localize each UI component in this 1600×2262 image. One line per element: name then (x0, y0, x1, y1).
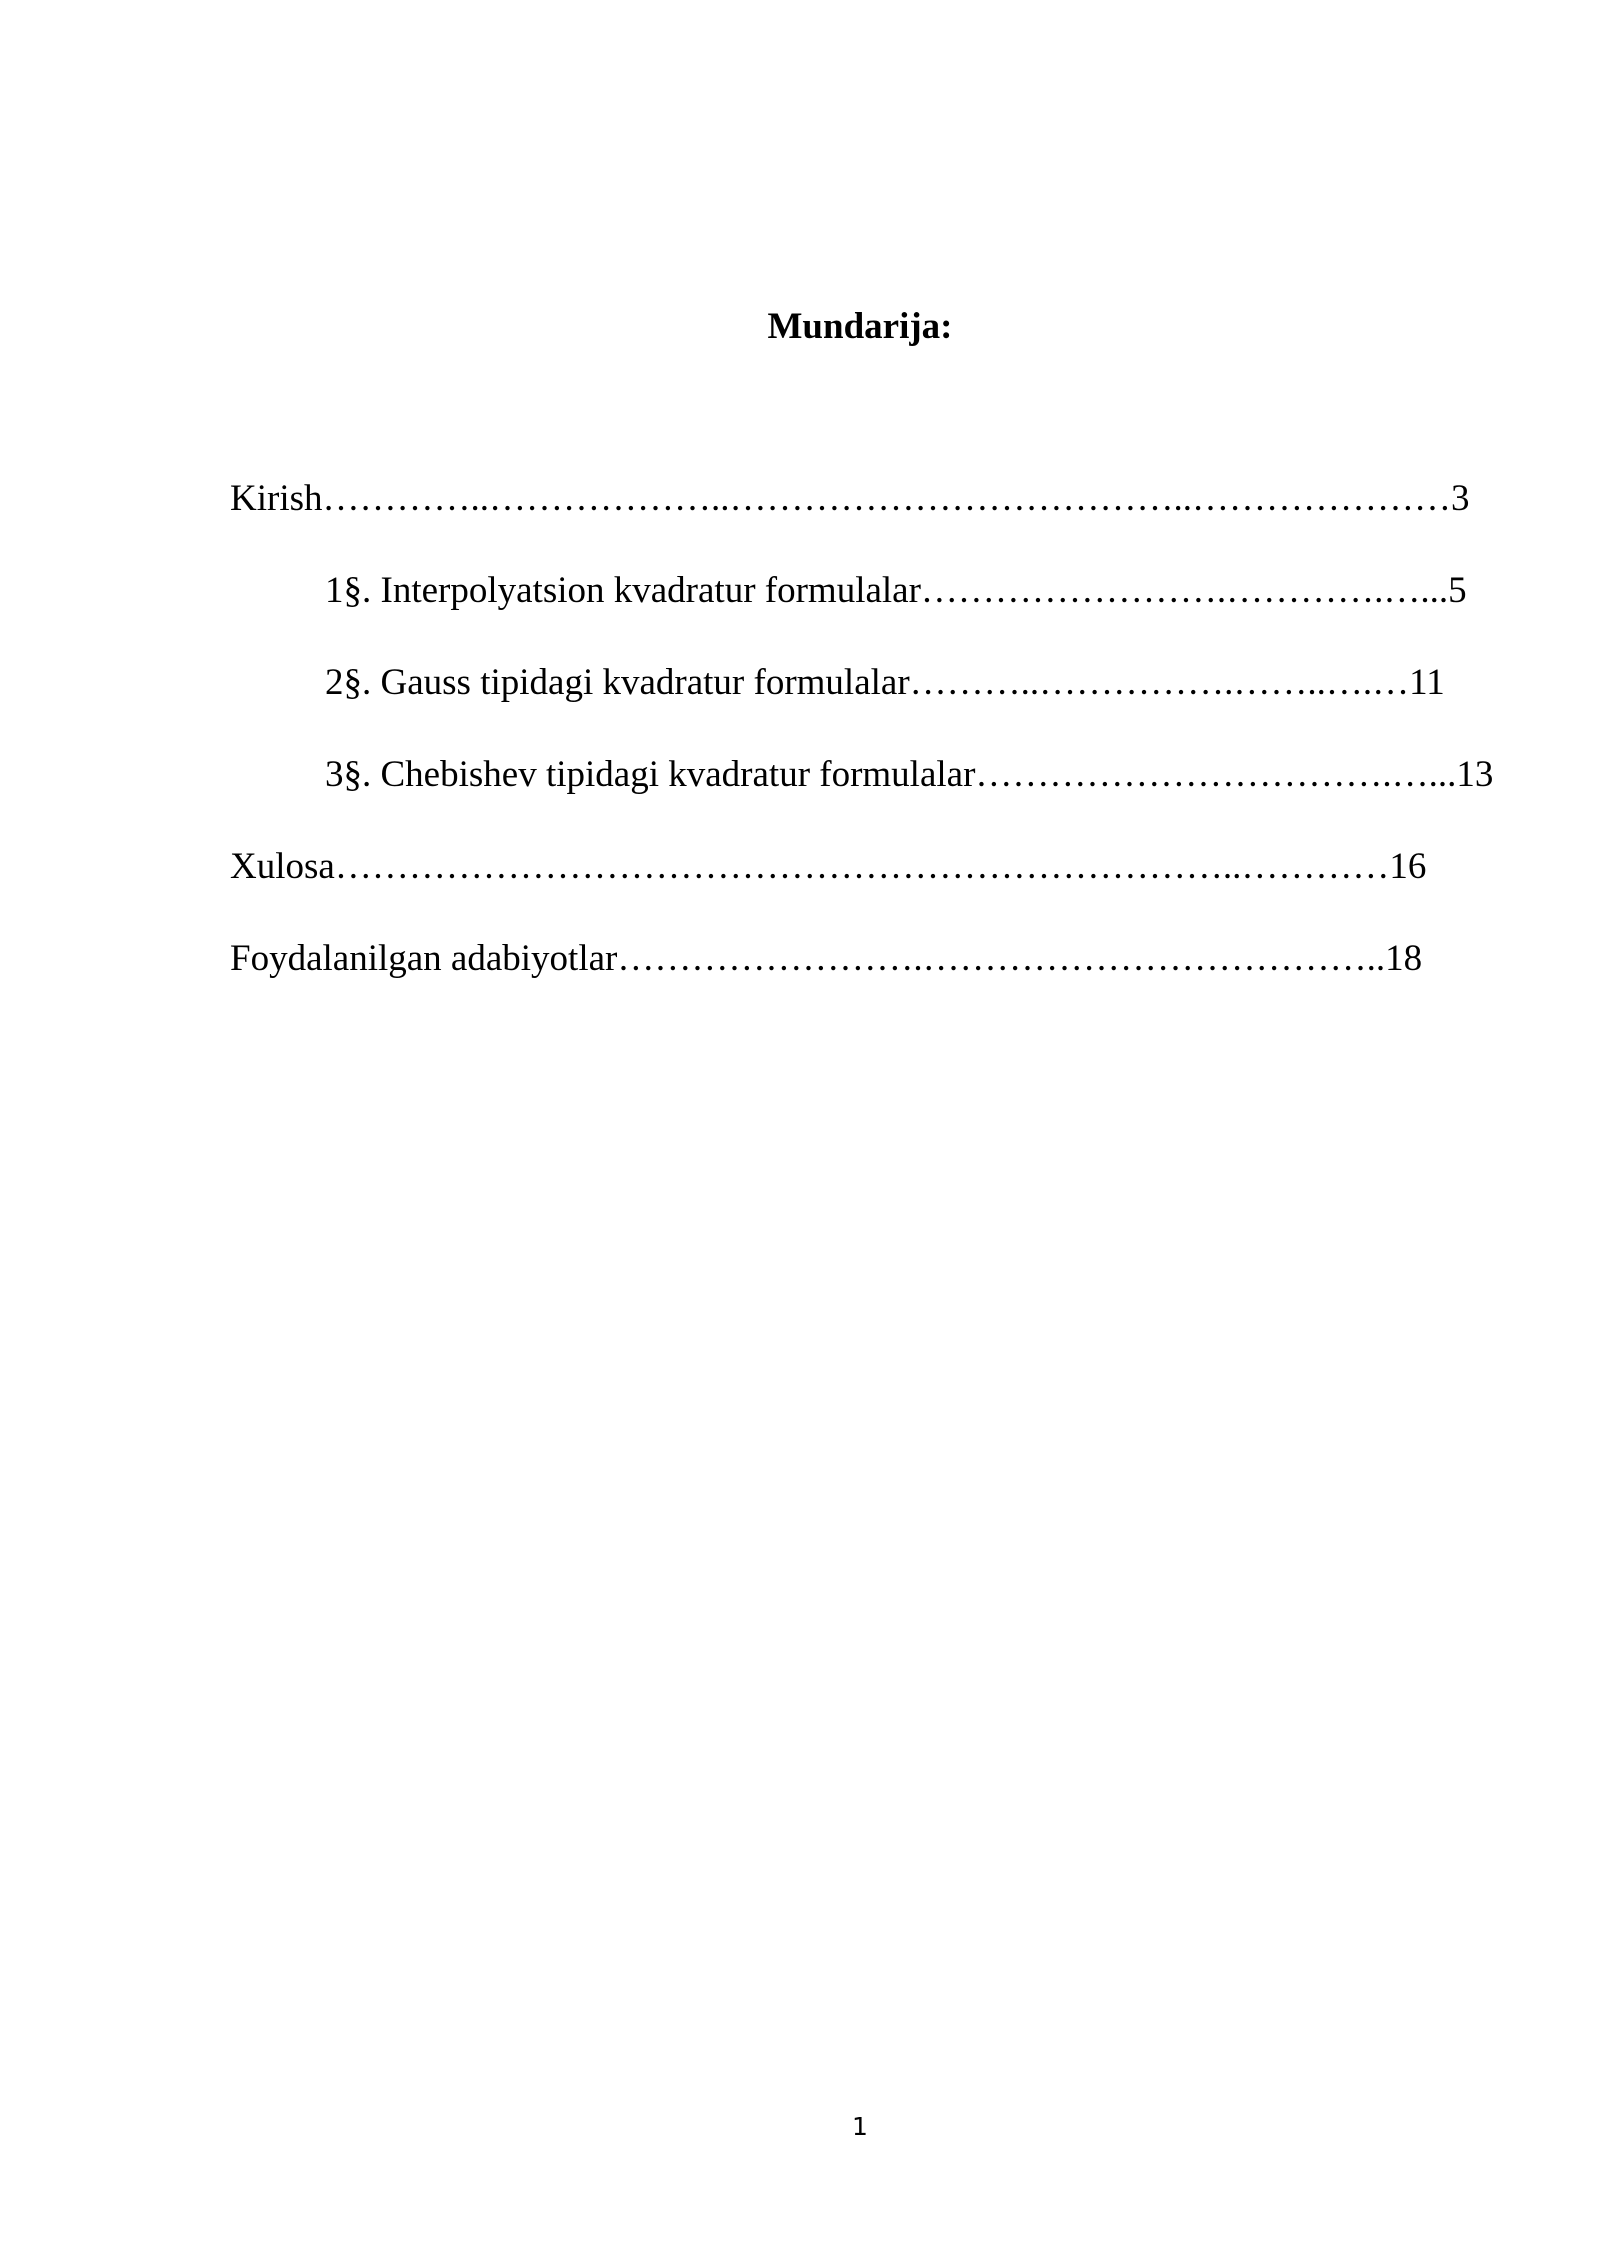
page-number: 1 (852, 2112, 868, 2141)
toc-entry-section-3: 3§. Chebishev tipidagi kvadratur formulalar…………………………….…...13 (325, 754, 1494, 795)
page-title: Mundarija: (767, 306, 953, 347)
toc-entry-kirish: Kirish…………..………………..………………………………..…………………3 (230, 478, 1470, 519)
toc-entry-xulosa: Xulosa………………………………………………………………..…………16 (230, 846, 1427, 887)
toc-entry-section-1: 1§. Interpolyatsion kvadratur formulalar…………………….………….…...5 (325, 570, 1467, 611)
toc-entry-references: Foydalanilgan adabiyotlar…………………….………………………………..18 (230, 938, 1423, 979)
toc-entry-section-2: 2§. Gauss tipidagi kvadratur formulalar………..…………….……..….…11 (325, 662, 1445, 703)
